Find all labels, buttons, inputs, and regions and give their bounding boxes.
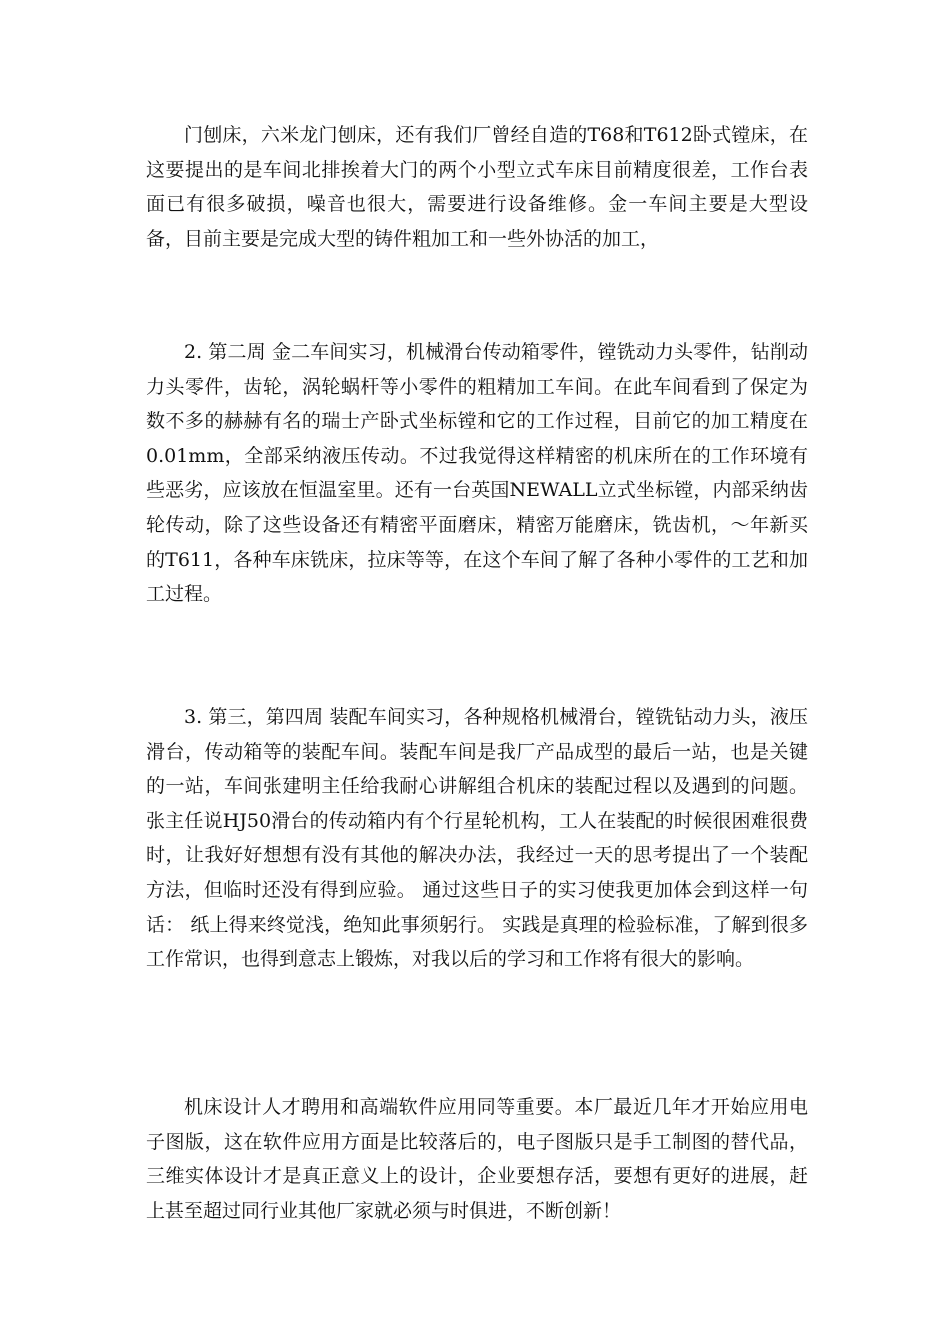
paragraph-design-software: 机床设计人才聘用和高端软件应用同等重要。本厂最近几年才开始应用电子图版，这在软件应用方面是比较落后的，电子图版只是手工制图的替代品，三维实体设计才是真正意义上的设计，企业要想存活，要想有更好的进展，赶上甚至超过同行业其他厂家就必须与时俱进，不断创新！ — [146, 1096, 808, 1222]
paragraph-equipment-overview: 门刨床，六米龙门刨床，还有我们厂曾经自造的T68和T612卧式镗床，在这要提出的是车间北排挨着大门的两个小型立式车床目前精度很差，工作台表面已有很多破损，噪音也很大，需要进行设备维修。金一车间主要是大型设备，目前主要是完成大型的铸件粗加工和一些外协活的加工， — [146, 124, 808, 250]
paragraph-weeks-three-four: 3. 第三，第四周 装配车间实习，各种规格机械滑台，镗铣钻动力头，液压滑台，传动箱等的装配车间。装配车间是我厂产品成型的最后一站，也是关键的一站，车间张建明主任给我耐心讲解组合机床的装配过程以及遇到的问题。张主任说HJ50滑台的传动箱内有个行星轮机构，工人在装配的时候很困难很费时，让我好好想想有没有其他的解决办法，我经过一天的思考提出了一个装配方法，但临时还没有得到应验。 通过这些日子的实习使我更加体会到这样一句话： 纸上得来终觉浅，绝知此事须躬行。 实践是真理的检验标准，了解到很多工作常识，也得到意志上锻炼，对我以后的学习和工作将有很大的影响。 — [146, 706, 808, 971]
paragraph-week-two: 2. 第二周 金二车间实习，机械滑台传动箱零件，镗铣动力头零件，钻削动力头零件，齿轮，涡轮蜗杆等小零件的粗精加工车间。在此车间看到了保定为数不多的赫赫有名的瑞士产卧式坐标镗和它的工作过程，目前它的加工精度在0.01mm，全部采纳液压传动。不过我觉得这样精密的机床所在的工作环境有些恶劣，应该放在恒温室里。还有一台英国NEWALL立式坐标镗，内部采纳齿轮传动，除了这些设备还有精密平面磨床，精密万能磨床，铣齿机，～年新买的T611，各种车床铣床，拉床等等，在这个车间了解了各种小零件的工艺和加工过程。 — [146, 341, 808, 606]
